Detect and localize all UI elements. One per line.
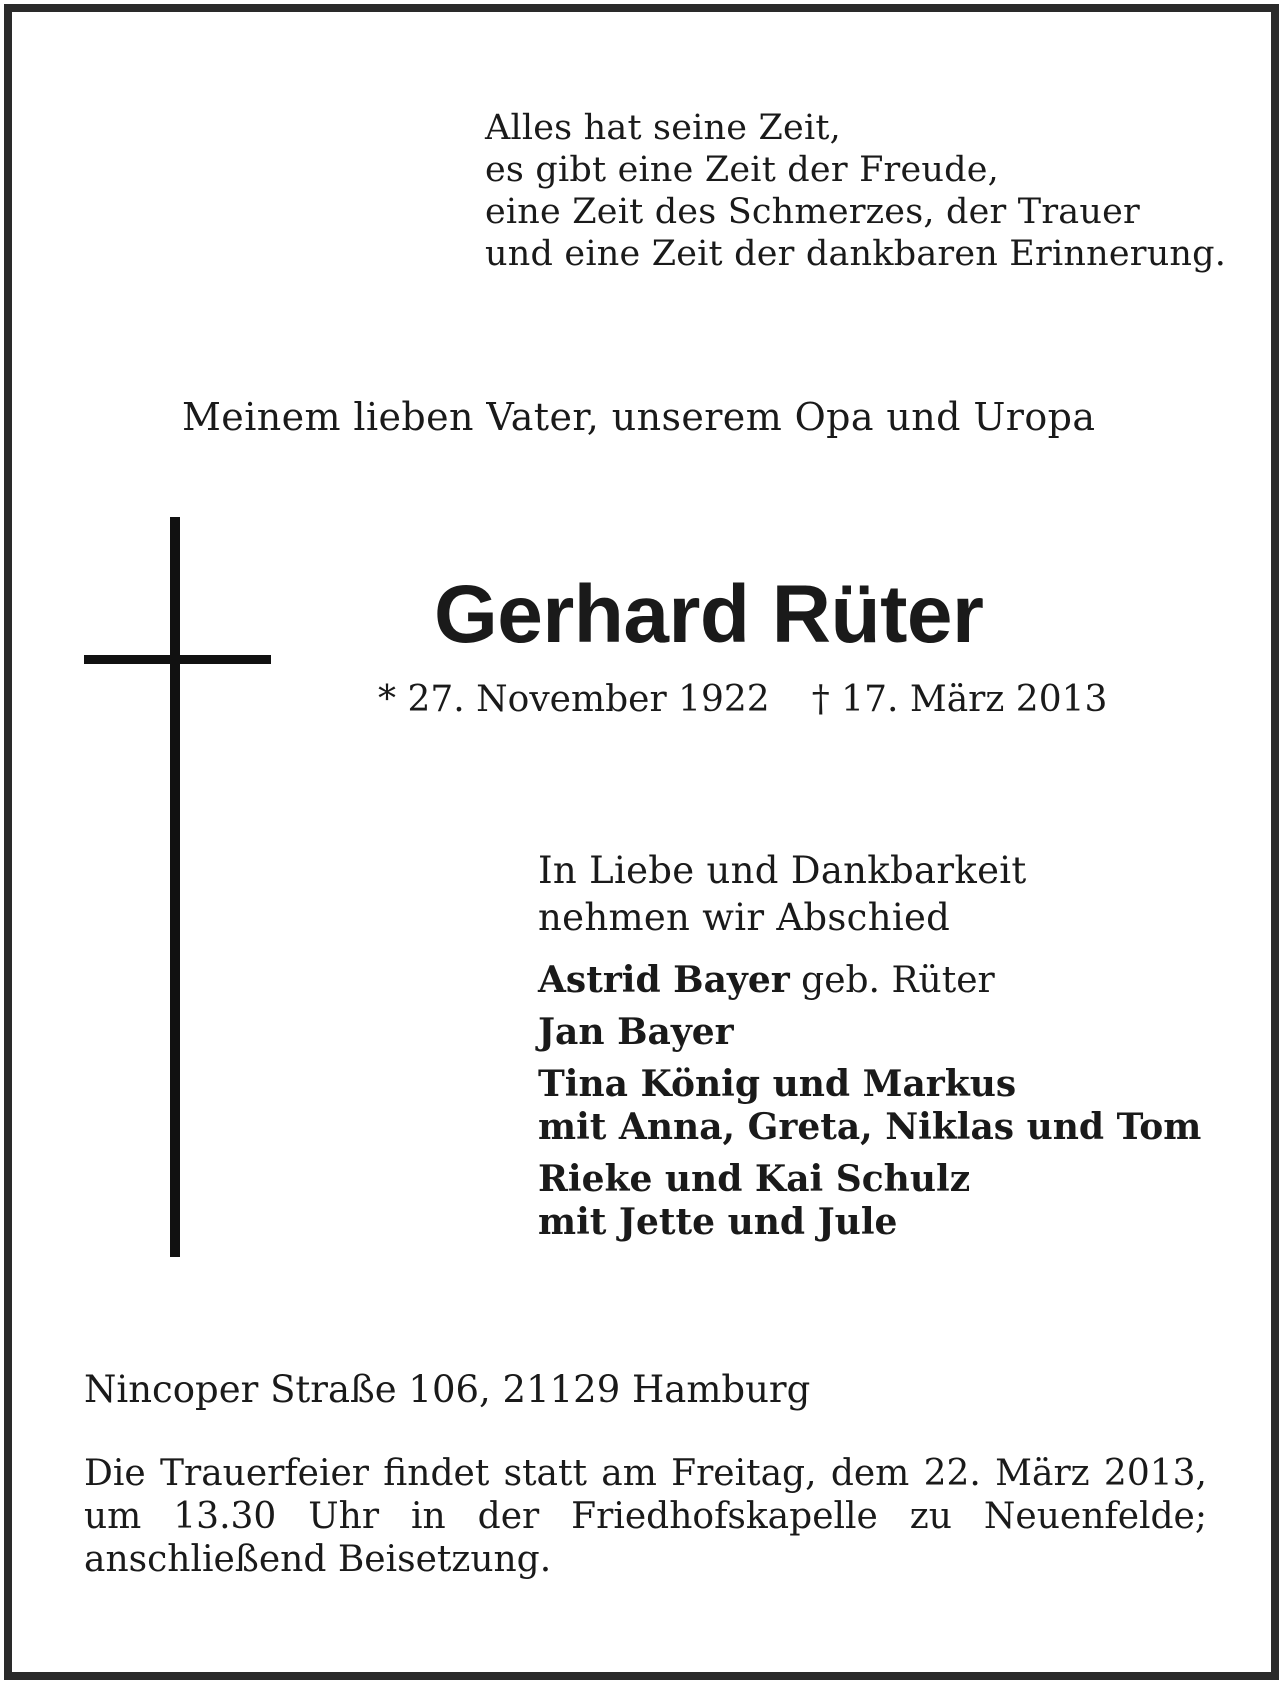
poem-line: es gibt eine Zeit der Freude, — [485, 150, 999, 190]
poem-line: eine Zeit des Schmerzes, der Trauer — [485, 192, 1140, 232]
obituary-notice — [4, 4, 1279, 1680]
farewell-line: In Liebe und Dankbarkeit — [538, 849, 1027, 892]
mourner-group — [538, 1158, 1201, 1244]
poem-line: Alles hat seine Zeit, — [485, 108, 841, 148]
mourners-list — [538, 959, 1201, 1244]
mourner-group — [538, 1011, 1201, 1054]
mourner-group — [538, 1063, 1201, 1149]
poem-line: und eine Zeit der dankbaren Erinnerung. — [485, 234, 1227, 274]
mourner-name: Astrid Bayer — [538, 959, 790, 1001]
mourner-group — [538, 959, 1201, 1002]
farewell-text — [538, 847, 1027, 941]
life-dates — [378, 678, 1107, 722]
farewell-line: nehmen wir Abschied — [538, 896, 951, 939]
death-date: † 17. März 2013 — [811, 679, 1108, 720]
dedication-line: Meinem lieben Vater, unserem Opa und Uropa — [182, 395, 1096, 439]
mourner-name: mit Jette und Jule — [538, 1201, 898, 1243]
mourner-name: Rieke und Kai Schulz — [538, 1158, 971, 1200]
birth-date: * 27. November 1922 — [378, 679, 770, 720]
mourner-name: mit Anna, Greta, Niklas und Tom — [538, 1106, 1202, 1148]
mourner-name: Tina König und Markus — [538, 1063, 1017, 1105]
funeral-service-info: Die Trauerfeier findet statt am Freitag, dem 22. März 2013, um 13.30 Uhr in der Friedhofskapelle zu Neuenfelde; anschließend Beisetzung. — [84, 1453, 1207, 1580]
poem — [485, 107, 1226, 275]
cross-vertical-bar — [170, 517, 180, 1257]
address-line: Nincoper Straße 106, 21129 Hamburg — [84, 1368, 811, 1411]
deceased-name: Gerhard Rüter — [434, 569, 984, 660]
mourner-note: geb. Rüter — [789, 960, 995, 1001]
cross-horizontal-bar — [84, 655, 271, 664]
mourner-name: Jan Bayer — [538, 1011, 734, 1053]
